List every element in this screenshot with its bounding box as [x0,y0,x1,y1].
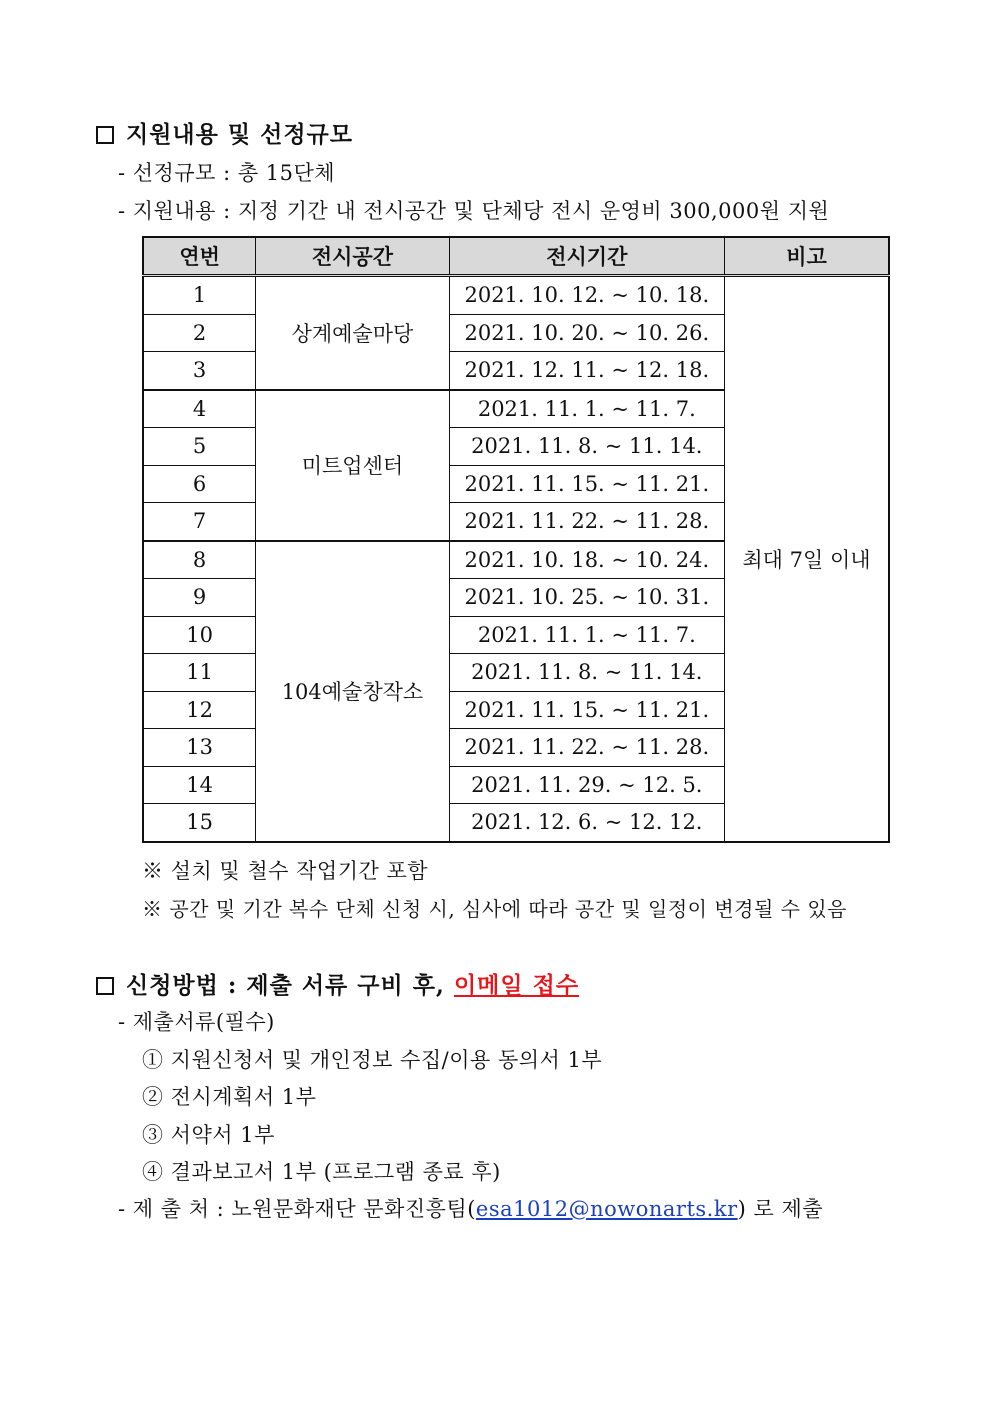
row-period: 2021. 10. 20. ~ 10. 26. [449,314,724,352]
row-number: 2 [143,314,256,352]
row-number: 13 [143,729,256,767]
row-period: 2021. 10. 12. ~ 10. 18. [449,276,724,315]
row-number: 4 [143,390,256,428]
header-space: 전시공간 [256,237,449,276]
row-number: 8 [143,541,256,579]
submission-email-link[interactable]: esa1012@nowonarts.kr [475,1197,738,1221]
space-cell: 104예술창작소 [256,541,449,842]
row-number: 15 [143,804,256,842]
header-note: 비고 [724,237,889,276]
row-period: 2021. 11. 22. ~ 11. 28. [449,729,724,767]
note-install-period: ※ 설치 및 철수 작업기간 포함 [142,859,429,883]
header-number: 연번 [143,237,256,276]
row-period: 2021. 11. 1. ~ 11. 7. [449,390,724,428]
doc-item: ③ 서약서 1부 [142,1123,275,1147]
table-row [143,276,889,315]
row-number: 9 [143,579,256,617]
header-period: 전시기간 [449,237,724,276]
support-content-line: - 지원내용 : 지정 기간 내 전시공간 및 단체당 전시 운영비 300,000원 지원 [118,199,830,223]
checkbox-square-icon [96,977,114,995]
submission-line [118,1193,823,1223]
row-period: 2021. 10. 25. ~ 10. 31. [449,579,724,617]
row-number: 11 [143,654,256,692]
table-header-row [143,237,889,276]
row-period: 2021. 12. 11. ~ 12. 18. [449,352,724,390]
row-period: 2021. 11. 15. ~ 11. 21. [449,691,724,729]
section1-title: 지원내용 및 선정규모 [126,121,353,148]
required-docs-heading: - 제출서류(필수) [118,1010,275,1034]
doc-item: ④ 결과보고서 1부 (프로그램 종료 후) [142,1160,501,1184]
row-number: 6 [143,465,256,503]
doc-item: ② 전시계획서 1부 [142,1085,317,1109]
row-number: 1 [143,276,256,315]
row-period: 2021. 11. 8. ~ 11. 14. [449,654,724,692]
email-submission-emphasis: 이메일 접수 [453,972,580,999]
checkbox-square-icon [96,126,114,144]
doc-item: ① 지원신청서 및 개인정보 수집/이용 동의서 1부 [142,1048,603,1072]
section2-title: 신청방법 : 제출 서류 구비 후, [126,972,445,999]
space-cell: 미트업센터 [256,390,449,541]
row-period: 2021. 11. 29. ~ 12. 5. [449,766,724,804]
row-period: 2021. 12. 6. ~ 12. 12. [449,804,724,842]
row-number: 5 [143,428,256,466]
selection-scale-line: - 선정규모 : 총 15단체 [118,161,336,185]
row-period: 2021. 11. 15. ~ 11. 21. [449,465,724,503]
submission-prefix: - 제 출 처 : 노원문화재단 문화진흥팀( [118,1197,476,1221]
row-period: 2021. 11. 22. ~ 11. 28. [449,503,724,541]
row-number: 14 [143,766,256,804]
row-period: 2021. 10. 18. ~ 10. 24. [449,541,724,579]
section1-heading [96,116,353,149]
row-period: 2021. 11. 8. ~ 11. 14. [449,428,724,466]
row-number: 10 [143,616,256,654]
row-period: 2021. 11. 1. ~ 11. 7. [449,616,724,654]
space-cell: 상계예술마당 [256,276,449,390]
row-number: 7 [143,503,256,541]
row-number: 12 [143,691,256,729]
submission-suffix: ) 로 제출 [737,1197,824,1221]
exhibition-schedule-table [142,236,890,843]
note-cell: 최대 7일 이내 [724,276,889,842]
note-schedule-change: ※ 공간 및 기간 복수 단체 신청 시, 심사에 따라 공간 및 일정이 변경될 수 있음 [142,897,847,921]
row-number: 3 [143,352,256,390]
section2-heading [96,967,579,1000]
